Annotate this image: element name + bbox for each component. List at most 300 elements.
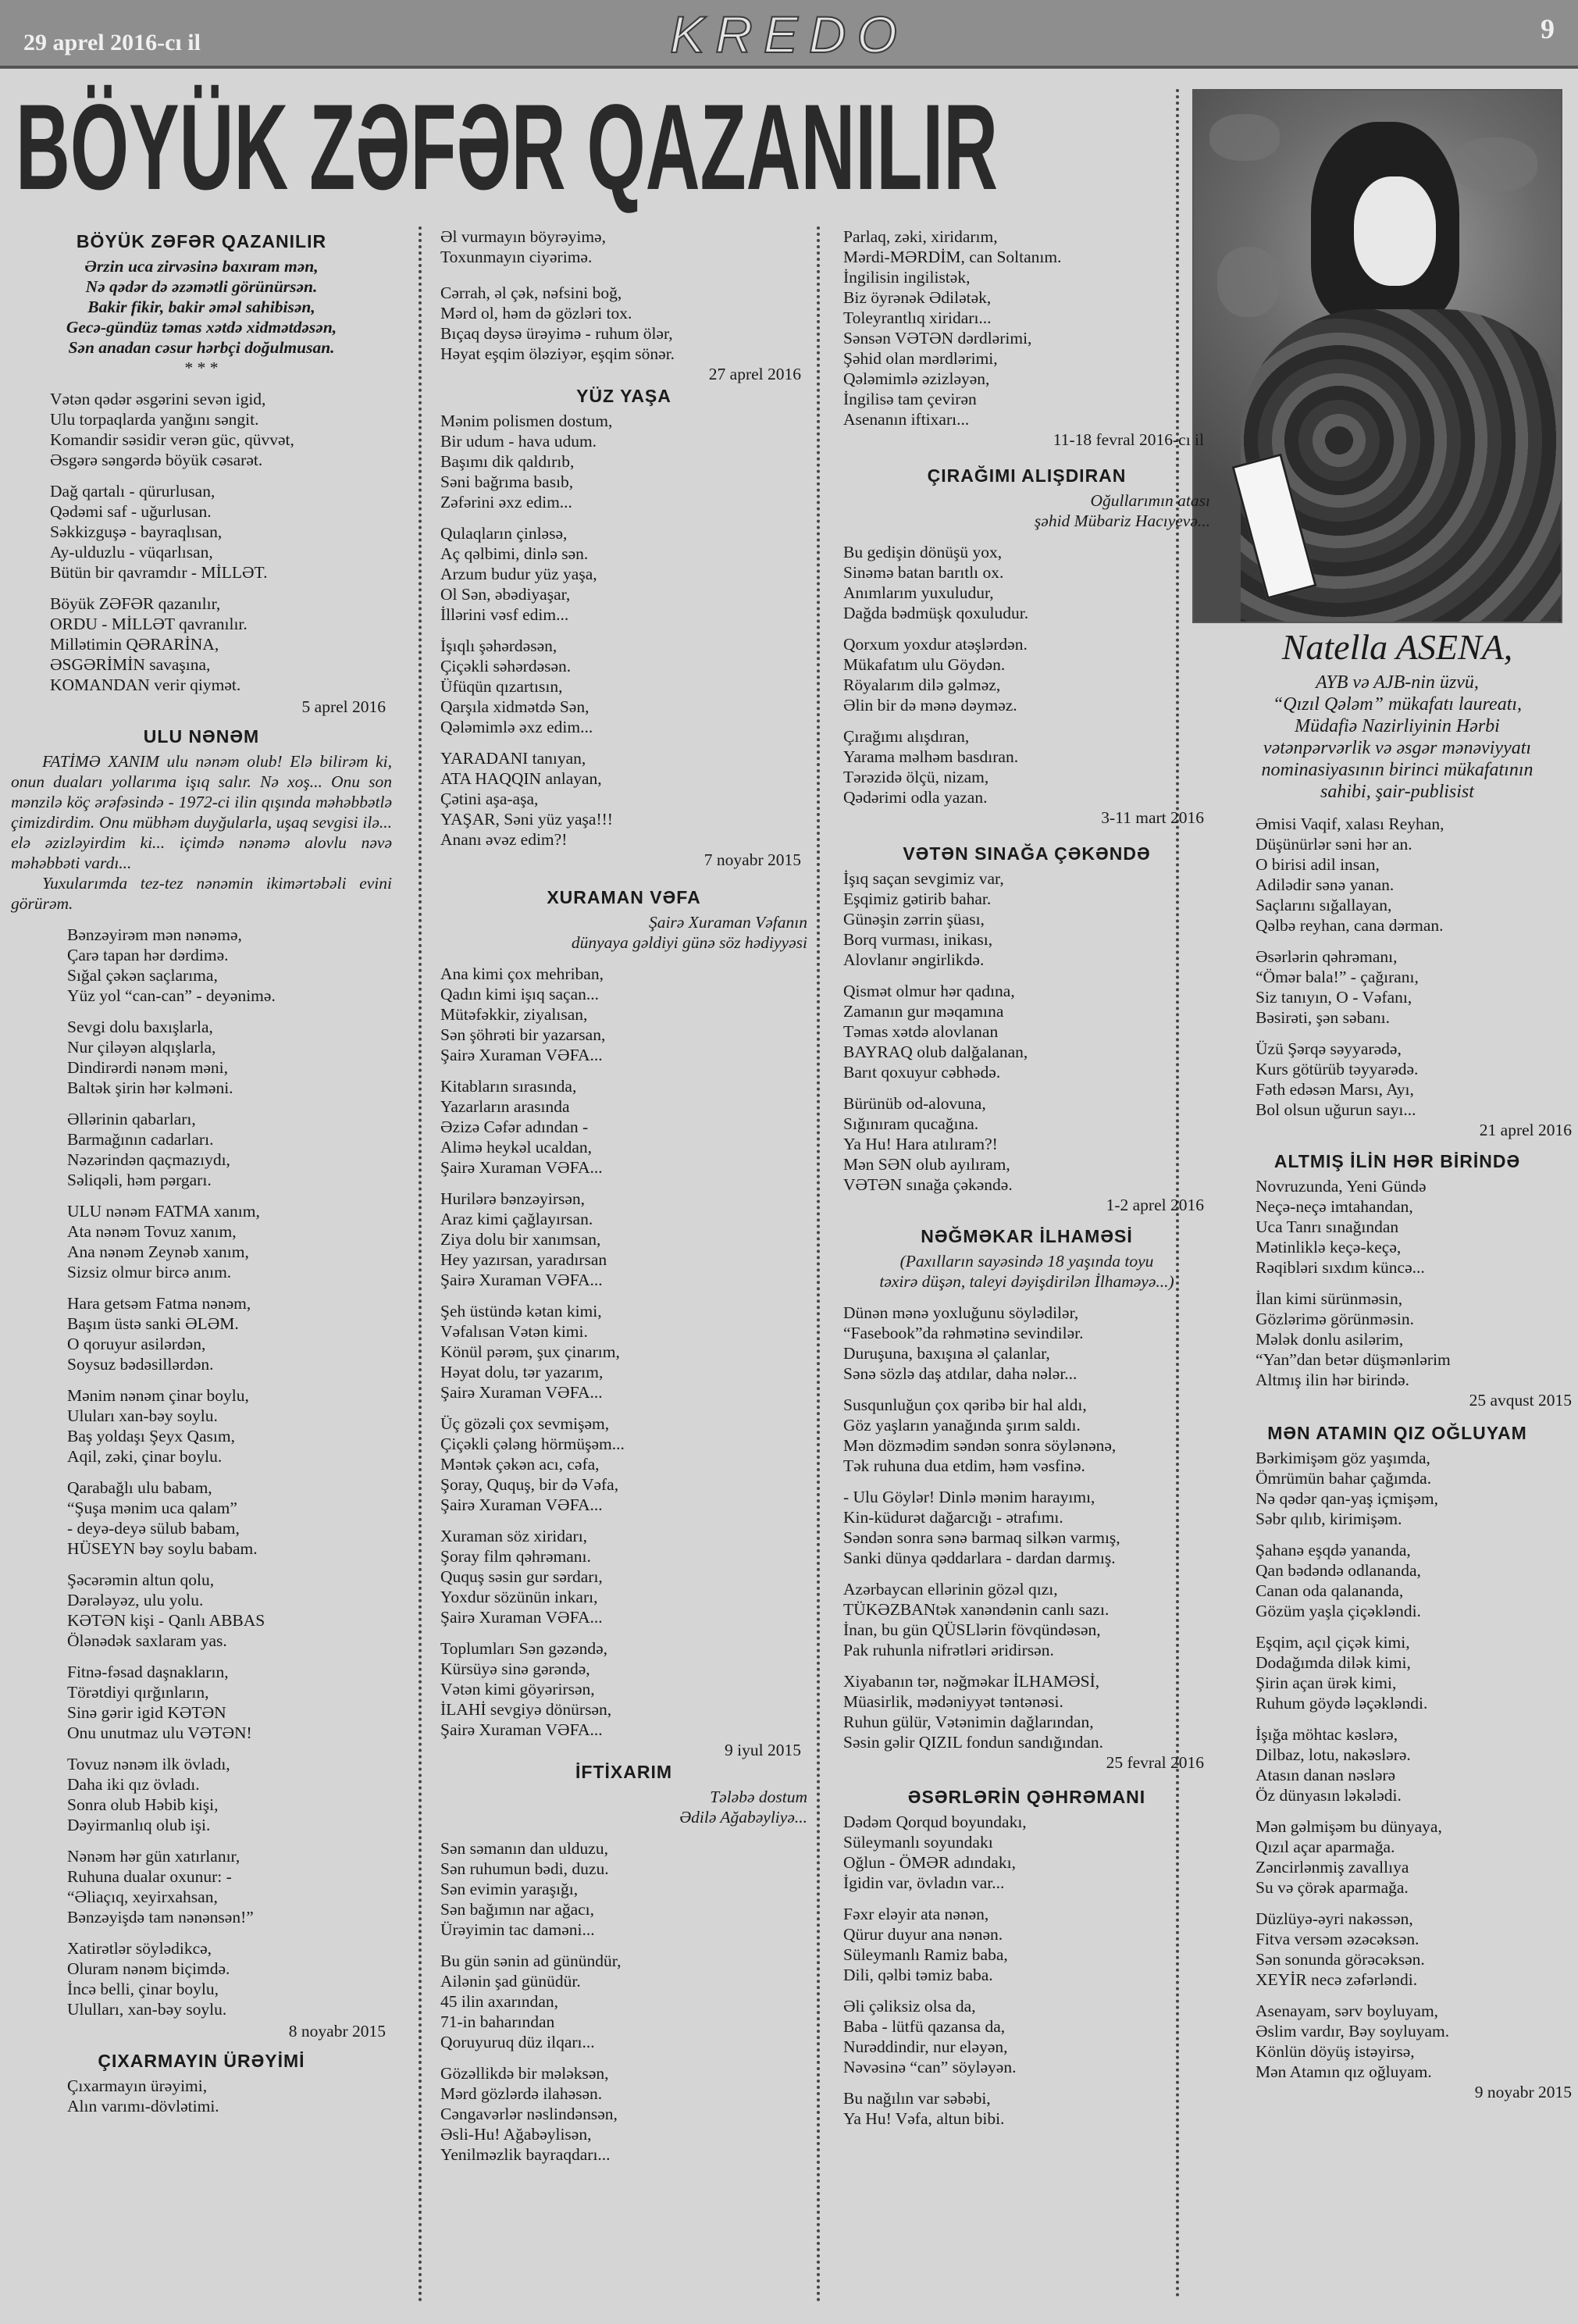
stanza xyxy=(440,1413,807,1515)
verse-line: Fitva versəm əzəcəksən. xyxy=(1256,1930,1419,1948)
stanza xyxy=(843,1303,1210,1384)
verse-line: Bir udum - hava udum. xyxy=(440,432,597,451)
verse-line: Ququş səsin gur sərdarı, xyxy=(440,1567,603,1586)
poem-title: NƏĞMƏKAR İLHAMƏSİ xyxy=(921,1226,1133,1246)
verse-line: İncə belli, çinar boylu, xyxy=(67,1980,219,1998)
verse-line: Vəfalısan Vətən kimi. xyxy=(440,1322,588,1341)
verse-line: Mərd gözlərdə ilahəsən. xyxy=(440,2084,603,2103)
verse-line: Toleyrantlıq xiridarı... xyxy=(843,308,992,327)
verse-line: Ululları, xan-bəy soylu. xyxy=(67,2000,227,2019)
verse-line: Ruhuna dualar oxunur: - xyxy=(67,1867,232,1886)
verse-line: Toplumları Sən gəzəndə, xyxy=(440,1639,608,1658)
verse-line: Əli çəliksiz olsa da, xyxy=(843,1997,976,2016)
verse-line: Ya Hu! Hara atılıram?! xyxy=(843,1135,998,1153)
verse-line: Mənim polismen dostum, xyxy=(440,412,613,430)
poem-date: 25 fevral 2016 xyxy=(1106,1753,1204,1772)
verse-line: Ol Sən, əbədiyaşar, xyxy=(440,585,571,604)
verse-line: ORDU - MİLLƏT qavranılır. xyxy=(50,615,248,633)
verse-line: Şairə Xuraman VƏFA... xyxy=(440,1720,603,1739)
verse-line: Ana nənəm Zeynəb xanım, xyxy=(67,1242,249,1261)
verse-line: Şairə Xuraman VƏFA... xyxy=(440,1495,603,1514)
verse-line: Röyalarım dilə gəlməz, xyxy=(843,675,1001,694)
stanza xyxy=(11,1109,392,1190)
dedication-line: dünyaya gəldiyi günə söz hədiyyəsi xyxy=(571,933,807,952)
foliage-shape xyxy=(1217,247,1280,317)
verse-line: Oğlun - ÖMƏR adındakı, xyxy=(843,1853,1016,1872)
verse-line: Şeh üstündə kətan kimi, xyxy=(440,1302,602,1321)
poem-title: ALTMIŞ İLİN HƏR BİRİNDƏ xyxy=(1273,1151,1521,1171)
stanza xyxy=(843,1487,1210,1568)
verse-line: Kin-küdurət dağarcığı - ətrafımı. xyxy=(843,1508,1063,1527)
stanza xyxy=(440,964,807,1065)
poem-date: 9 iyul 2015 xyxy=(725,1741,801,1759)
verse-line: Dağda bədmüşk qoxuludur. xyxy=(843,604,1029,622)
verse-line: İşıq saçan sevgimiz var, xyxy=(843,869,1004,888)
verse-line: Bərkimişəm göz yaşımda, xyxy=(1256,1449,1430,1467)
verse-line: Mən Atamın qız oğluyam. xyxy=(1256,2062,1432,2081)
stanza xyxy=(11,593,392,695)
verse-line: Ay-ulduzlu - vüqarlısan, xyxy=(50,543,213,561)
poem-title: ÇIXARMAYIN ÜRƏYİMİ xyxy=(98,2051,305,2071)
verse-line: Səbr qılıb, kirimişəm. xyxy=(1256,1510,1402,1528)
verse-line: Üfüqün qızartısın, xyxy=(440,677,563,696)
verse-line: “Fasebook”da rəhmətinə sevindilər. xyxy=(843,1324,1084,1342)
verse-line: Könlün döyüş istəyirsə, xyxy=(1256,2042,1415,2061)
verse-line: Sən şöhrəti bir yazarsan, xyxy=(440,1025,606,1044)
verse-line: Eşqimiz gətirib bahar. xyxy=(843,889,992,908)
dedication-line: Şairə Xuraman Vəfanın xyxy=(648,913,807,932)
verse-line: Gözlərimə görünməsin. xyxy=(1256,1310,1415,1328)
verse-line: Qürur duyur ana nənən. xyxy=(843,1925,1003,1944)
verse-line: Saçlarını sığallayan, xyxy=(1256,896,1392,914)
verse-line: Tərəzidə ölçü, nizam, xyxy=(843,768,989,786)
verse-line: Xuraman söz xiridarı, xyxy=(440,1527,588,1545)
verse-line: Ya Hu! Vəfa, altun bibi. xyxy=(843,2109,1005,2128)
verse-line: Parlaq, zəki, xiridarım, xyxy=(843,227,998,246)
verse-line: Şairə Xuraman VƏFA... xyxy=(440,1608,603,1627)
stanza xyxy=(11,481,392,583)
verse-line: Bu nağılın var səbəbi, xyxy=(843,2089,991,2108)
verse-line: Xatirətlər söylədikcə, xyxy=(67,1939,212,1958)
verse-line: Əsgərə səngərdə böyük cəsarət. xyxy=(50,451,263,469)
stanza xyxy=(843,1904,1210,1985)
verse-line: Neçə-neçə imtahandan, xyxy=(1256,1197,1413,1216)
dedication-line: Tələbə dostum xyxy=(710,1788,807,1806)
bio-line: AYB və AJB-nin üzvü, xyxy=(1316,672,1479,693)
verse-line: YAŞAR, Səni yüz yaşa!!! xyxy=(440,810,613,829)
stanza xyxy=(1216,1039,1578,1120)
poem-title: MƏN ATAMIN QIZ OĞLUYAM xyxy=(1267,1423,1527,1443)
verse-line: KƏTƏN kişi - Qanlı ABBAS xyxy=(67,1611,265,1630)
verse-line: Mən gəlmişəm bu dünyaya, xyxy=(1256,1817,1442,1836)
stanza xyxy=(843,1395,1210,1476)
verse-line: Üç gözəli çox sevmişəm, xyxy=(440,1414,610,1433)
stanza xyxy=(1216,1448,1578,1529)
verse-line: Həyat dolu, tər yazarım, xyxy=(440,1363,604,1381)
verse-line: Hurilərə bənzəyirsən, xyxy=(440,1189,586,1208)
verse-line: Biz öyrənək Ədilətək, xyxy=(843,288,992,307)
verse-line: Ölənədək saxlaram yas. xyxy=(67,1631,227,1650)
verse-line: Əslim vardır, Bəy soyluyam. xyxy=(1256,2022,1450,2041)
verse-line: Su və çörək aparmağa. xyxy=(1256,1878,1409,1897)
verse-line: Sən ruhumun bədi, duzu. xyxy=(440,1859,609,1878)
verse-line: Yenilməzlik bayraqdarı... xyxy=(440,2145,611,2164)
verse-line: Bu gün sənin ad günündür, xyxy=(440,1952,622,1970)
verse-line: Soysuz bədəsillərdən. xyxy=(67,1355,214,1374)
verse-line: Şirin açan ürək kimi, xyxy=(1256,1673,1397,1692)
verse-line: Əzizə Cəfər adından - xyxy=(440,1117,589,1136)
stanza xyxy=(1216,1724,1578,1805)
verse-line: Fəxr eləyir ata nənən, xyxy=(843,1905,989,1923)
verse-line: Kurs götürüb təyyarədə. xyxy=(1256,1060,1419,1078)
verse-line: Qismət olmur hər qadına, xyxy=(843,982,1015,1000)
masthead-logo: KREDO xyxy=(670,5,908,63)
verse-line: Aç qəlbimi, dinlə sən. xyxy=(440,544,589,563)
verse-line: BAYRAQ olub dalğalanan, xyxy=(843,1043,1028,1061)
dedication xyxy=(440,1787,807,1827)
verse-line: Başımı dik qaldırıb, xyxy=(440,452,575,471)
verse-line: Sizsiz olmur bircə anım. xyxy=(67,1263,232,1281)
verse-line: Pak ruhunla nifrətləri əridirsən. xyxy=(843,1641,1054,1659)
stanza xyxy=(11,925,392,1006)
poem-title: VƏTƏN SINAĞA ÇƏKƏNDƏ xyxy=(903,843,1151,864)
verse-line: Ürəyimin tac daməni... xyxy=(440,1920,595,1939)
prose-paragraph: Yuxularımda tez-tez nənəmin ikimərtəbəli evini görürəm. xyxy=(11,874,392,913)
verse-line: Altmış ilin hər birində. xyxy=(1256,1371,1410,1389)
dedication-line: şəhid Mübariz Hacıyevə... xyxy=(1034,511,1210,530)
verse-line: Şairə Xuraman VƏFA... xyxy=(440,1158,603,1177)
author-name: Natella ASENA, xyxy=(1281,627,1513,667)
verse-line: Əlin bir də mənə dəyməz. xyxy=(843,696,1017,715)
verse-line: Mətinliklə keçə-keçə, xyxy=(1256,1238,1402,1256)
verse-line: Yazarların arasında xyxy=(440,1097,570,1116)
verse-line: O birisi adil insan, xyxy=(1256,855,1380,874)
verse-line: “Ömər bala!” - çağıranı, xyxy=(1256,968,1419,986)
bio-line: “Qızıl Qələm” mükafatı laureatı, xyxy=(1272,694,1523,715)
verse-line: 71-in baharından xyxy=(440,2012,555,2031)
verse-line: Cərrah, əl çək, nəfsini boğ, xyxy=(440,283,622,302)
stanza xyxy=(11,1477,392,1559)
stanza xyxy=(1216,1176,1578,1278)
stanza xyxy=(440,1076,807,1178)
verse-line: Ruhum göydə ləçəkləndi. xyxy=(1256,1694,1428,1713)
verse-line: Azərbaycan ellərinin gözəl qızı, xyxy=(843,1580,1058,1599)
epigraph xyxy=(11,256,392,378)
verse-line: YARADANI tanıyan, xyxy=(440,749,586,768)
verse-line: Cəngavərlər nəslindənsən, xyxy=(440,2105,618,2123)
dedication-line: təxirə düşən, taleyi dəyişdirilən İlhaməyə...) xyxy=(879,1272,1174,1291)
verse-line: Əmisi Vaqif, xalası Reyhan, xyxy=(1256,814,1444,833)
verse-line: Qan bədəndə odlananda, xyxy=(1256,1561,1421,1580)
column-divider xyxy=(817,226,820,2304)
stanza xyxy=(843,542,1210,623)
verse-line: Zamanın gur məqamına xyxy=(843,1002,1004,1021)
column-divider xyxy=(419,226,422,2304)
stanza xyxy=(843,868,1210,970)
stanza xyxy=(440,1951,807,2052)
verse-line: Səni bağrıma basıb, xyxy=(440,472,574,491)
verse-line: Ziya dolu bir xanımsan, xyxy=(440,1230,601,1249)
verse-line: Bu gedişin dönüşü yox, xyxy=(843,543,1003,561)
verse-line: Şairə Xuraman VƏFA... xyxy=(440,1383,603,1402)
verse-line: Qədəmi saf - uğurlusan. xyxy=(50,502,212,521)
verse-line: İlan kimi sürünməsin, xyxy=(1256,1289,1403,1308)
verse-line: Dindirərdi nənəm məni, xyxy=(67,1058,228,1077)
verse-line: Sən evimin yaraşığı, xyxy=(440,1880,579,1898)
stanza xyxy=(11,1846,392,1927)
author-bio xyxy=(1216,672,1578,803)
verse-line: Oluram nənəm biçimdə. xyxy=(67,1959,230,1978)
verse-line: Arzum budur yüz yaşa, xyxy=(440,565,597,583)
verse-line: Böyük ZƏFƏR qazanılır, xyxy=(50,594,221,613)
poem-date: 21 aprel 2016 xyxy=(1479,1121,1572,1139)
verse-line: Dilbaz, lotu, nakəslərə. xyxy=(1256,1745,1411,1764)
stanza xyxy=(11,1754,392,1835)
verse-line: Alovlanır əngirlikdə. xyxy=(843,950,985,969)
verse-line: Göz yaşların yanağında şırım saldı. xyxy=(843,1416,1081,1435)
verse-line: Uluları xan-bəy soylu. xyxy=(67,1406,218,1425)
stanza xyxy=(11,1938,392,2019)
poem-title: YÜZ YAŞA xyxy=(576,386,671,406)
verse-line: KOMANDAN verir qiymət. xyxy=(50,675,241,694)
bio-line: vətənpərvərlik və əsgər mənəviyyatı xyxy=(1263,738,1532,758)
verse-line: Ulu torpaqlarda yanğını səngit. xyxy=(50,410,259,429)
verse-line: Şahanə eşqdə yananda, xyxy=(1256,1541,1411,1559)
epigraph-line: Nə qədər də əzəmətli görünürsən. xyxy=(85,277,318,296)
verse-line: Şairə Xuraman VƏFA... xyxy=(440,1046,603,1064)
verse-line: Adilədir sənə yanan. xyxy=(1256,875,1395,894)
verse-line: Baba - lütfü qazansa da, xyxy=(843,2017,1006,2036)
verse-line: Ailənin şad günüdür. xyxy=(440,1972,581,1991)
poem-date: 25 avqust 2015 xyxy=(1469,1391,1572,1410)
verse-line: Şəhid olan mərdlərimi, xyxy=(843,349,998,368)
verse-line: Onu unutmaz ulu VƏTƏN! xyxy=(67,1723,252,1742)
bio-line: sahibi, şair-publisist xyxy=(1320,782,1474,802)
verse-line: Sinəmə batan barıtlı ox. xyxy=(843,563,1004,582)
epigraph-line: Ərzin uca zirvəsinə baxıram mən, xyxy=(84,257,319,276)
verse-line: Həyat eşqim öləziyər, eşqim sönər. xyxy=(440,344,675,363)
verse-line: Baş yoldaşı Şeyx Qasım, xyxy=(67,1427,235,1445)
portrait-face xyxy=(1354,176,1436,286)
verse-line: Öz dünyasın ləkələdi. xyxy=(1256,1786,1402,1805)
verse-line: Səsin gəlir QIZIL fondun sandığından. xyxy=(843,1733,1103,1752)
verse-line: Asenayam, sərv boyluyam, xyxy=(1256,2001,1439,2020)
verse-line: Xiyabanın tər, nəğməkar İLHAMƏSİ, xyxy=(843,1672,1100,1691)
dedication-line: Ədilə Ağabəyliyə... xyxy=(679,1808,807,1827)
stanza xyxy=(440,411,807,512)
verse-line: Alın varımı-dövlətimi. xyxy=(67,2097,219,2115)
stanza xyxy=(440,2063,807,2165)
epigraph-line: Bakir fikir, bakir əməl sahibisən, xyxy=(87,298,315,316)
poem-date: 9 noyabr 2015 xyxy=(1474,2083,1572,2101)
verse-line: Tovuz nənəm ilk övladı, xyxy=(67,1755,230,1773)
verse-line: Başım üstə sanki ƏLƏM. xyxy=(67,1314,239,1333)
poem-date: 27 aprel 2016 xyxy=(708,365,801,383)
verse-line: İşığa möhtac kəslərə, xyxy=(1256,1725,1398,1744)
verse-line: Səliqəli, həm pərgarı. xyxy=(67,1171,212,1189)
verse-line: Dədəm Qorqud boyundakı, xyxy=(843,1813,1027,1831)
verse-line: Nəvəsinə “can” söyləyən. xyxy=(843,2058,1017,2076)
verse-line: Hey yazırsan, yaradırsan xyxy=(440,1250,607,1269)
verse-line: Çiçəkli çələng hörmüşəm... xyxy=(440,1435,625,1453)
column-3 xyxy=(843,226,1210,2140)
verse-line: Zəncirlənmiş zavallıya xyxy=(1256,1858,1409,1877)
verse-line: Dünən mənə yoxluğunu söylədilər, xyxy=(843,1303,1079,1322)
verse-line: Bütün bir qavramdır - MİLLƏT. xyxy=(50,563,268,582)
verse-line: Dərələyəz, ulu yolu. xyxy=(67,1591,204,1609)
verse-line: Mən dözmədim səndən sonra söylənənə, xyxy=(843,1436,1117,1455)
headline: BÖYÜK ZƏFƏR QAZANILIR xyxy=(16,80,999,216)
stanza xyxy=(440,1189,807,1290)
stanza xyxy=(1216,1909,1578,1990)
verse-line: Borq vurması, inikası, xyxy=(843,930,993,949)
verse-line: Bəsirəti, şən səbanı. xyxy=(1256,1008,1390,1027)
verse-line: İgidin var, övladın var... xyxy=(843,1873,1005,1892)
poem-date: 1-2 aprel 2016 xyxy=(1106,1196,1204,1214)
verse-line: ATA HAQQIN anlayan, xyxy=(440,769,602,788)
verse-line: Şoray film qəhrəmanı. xyxy=(440,1547,591,1566)
verse-line: Çiçəkli səhərdəsən. xyxy=(440,657,572,675)
verse-line: Mükafatım ulu Göydən. xyxy=(843,655,1006,674)
verse-line: XEYİR necə zəfərləndi. xyxy=(1256,1970,1418,1989)
stanza xyxy=(843,2088,1210,2129)
verse-line: Çıxarmayın ürəyimi, xyxy=(67,2076,208,2095)
verse-line: “Yan”dan betər düşmənlərim xyxy=(1256,1350,1451,1369)
verse-line: Gözüm yaşla çiçəkləndi. xyxy=(1256,1602,1421,1620)
verse-line: Bənzəyirəm mən nənəmə, xyxy=(67,925,242,944)
poem-date: 3-11 mart 2016 xyxy=(1101,808,1204,827)
dedication-line: (Paxılların sayəsində 18 yaşında toyu xyxy=(899,1252,1154,1271)
verse-line: Araz kimi çağlayırsan. xyxy=(440,1210,593,1228)
verse-line: Asenanın iftixarı... xyxy=(843,410,970,429)
verse-line: TÜKƏZBANtək xanəndənin canlı sazı. xyxy=(843,1600,1110,1619)
verse-line: Eşqim, açıl çiçək kimi, xyxy=(1256,1633,1410,1652)
verse-line: Şairə Xuraman VƏFA... xyxy=(440,1271,603,1289)
verse-line: - Ulu Göylər! Dinlə mənim harayımı, xyxy=(843,1488,1095,1506)
verse-line: Əl vurmayın böyrəyimə, xyxy=(440,227,606,246)
stanza xyxy=(440,636,807,737)
stanza xyxy=(440,1301,807,1403)
poem-title: İFTİXARIM xyxy=(575,1762,672,1782)
poem-date: 11-18 fevral 2016-cı il xyxy=(1053,430,1204,449)
verse-line: Məntək çəkən acı, cəfa, xyxy=(440,1455,600,1474)
verse-line: Sən sonunda görəcəksən. xyxy=(1256,1950,1425,1969)
verse-line: Düzlüyə-əyri nakəssən, xyxy=(1256,1909,1413,1928)
verse-line: Bürünüb od-alovuna, xyxy=(843,1094,986,1113)
dedication xyxy=(440,912,807,953)
verse-line: Qızıl açar aparmağa. xyxy=(1256,1837,1395,1856)
column-1 xyxy=(11,226,392,2127)
verse-line: Yarama məlhəm basdıran. xyxy=(843,747,1019,766)
foliage-shape xyxy=(1209,114,1280,161)
issue-date: 29 aprel 2016-cı il xyxy=(23,30,201,55)
verse-line: Atasın danan nəslərə xyxy=(1256,1766,1396,1784)
verse-line: Baltək şirin hər kəlməni. xyxy=(67,1078,233,1097)
verse-line: Mərd ol, həm də gözləri tox. xyxy=(440,304,632,323)
verse-line: Mən SƏN olub ayılıram, xyxy=(843,1155,1010,1174)
verse-line: Səndən sonra sənə barmaq silkən varmış, xyxy=(843,1528,1120,1547)
verse-line: Qəlbə reyhan, cana dərman. xyxy=(1256,916,1444,935)
verse-line: O qoruyur asilərdən, xyxy=(67,1335,206,1353)
verse-line: Dəyirmanlıq olub işi. xyxy=(67,1816,211,1834)
stanza xyxy=(11,1662,392,1743)
verse-line: Səkkizguşə - bayraqlısan, xyxy=(50,522,223,541)
verse-line: ƏSGƏRİMİN savaşına, xyxy=(50,655,211,674)
dedication xyxy=(843,1251,1210,1292)
verse-line: Qulaqların çinləsə, xyxy=(440,524,568,543)
verse-line: Çarə tapan hər dərdimə. xyxy=(67,946,229,964)
stanza xyxy=(1216,1540,1578,1621)
verse-line: Qarşıla xidmətdə Sən, xyxy=(440,697,590,716)
verse-line: Toxunmayın ciyərimə. xyxy=(440,248,593,266)
verse-line: Vətən kimi göyərirsən, xyxy=(440,1680,595,1698)
column-4 xyxy=(1216,625,1578,2102)
verse-line: Komandir səsidir verən güc, qüvvət, xyxy=(50,430,294,449)
verse-line: Hara getsəm Fatma nənəm, xyxy=(67,1294,251,1313)
verse-line: Fitnə-fəsad daşnakların, xyxy=(67,1663,229,1681)
verse-line: Könül pərəm, şux çinarım, xyxy=(440,1342,620,1361)
verse-line: Əsli-Hu! Ağabəylisən, xyxy=(440,2125,592,2144)
verse-line: Tək ruhuna dua etdim, həm vəsfinə. xyxy=(843,1456,1085,1475)
verse-line: Təmas xətdə alovlanan xyxy=(843,1022,999,1041)
verse-line: Sən bağımın nar ağacı, xyxy=(440,1900,595,1919)
poem-date: 5 aprel 2016 xyxy=(301,697,386,716)
verse-line: HÜSEYN bəy soylu babam. xyxy=(67,1539,258,1558)
verse-line: Şoray, Ququş, bir də Vəfa, xyxy=(440,1475,619,1494)
stanza xyxy=(1216,814,1578,936)
author-photo xyxy=(1192,89,1562,623)
verse-line: Susqunluğun çox qəribə bir hal aldı, xyxy=(843,1395,1087,1414)
verse-line: Dodağımda dilək kimi, xyxy=(1256,1653,1411,1672)
epigraph-line: Sən anadan cəsur hərbçi doğulmusan. xyxy=(68,338,335,357)
verse-line: Süleymanlı soyundakı xyxy=(843,1833,993,1852)
verse-line: Sevgi dolu baxışlarla, xyxy=(67,1018,213,1036)
verse-line: Sanki dünya qəddarlara - dardan darmış. xyxy=(843,1549,1116,1567)
verse-line: Duruşuna, baxışına əl çalanlar, xyxy=(843,1344,1050,1363)
poem-date: 8 noyabr 2015 xyxy=(288,2022,386,2041)
stanza xyxy=(843,1093,1210,1195)
verse-line: Bıçaq dəysə ürəyimə - ruhum ölər, xyxy=(440,324,673,343)
verse-line: İngilisin ingilistək, xyxy=(843,268,971,287)
verse-line: Ananı əvəz edim?! xyxy=(440,830,568,849)
verse-line: Qorxum yoxdur atəşlərdən. xyxy=(843,635,1028,654)
verse-line: Mələk donlu asilərim, xyxy=(1256,1330,1404,1349)
verse-line: Bol olsun uğurun sayı... xyxy=(1256,1100,1416,1119)
verse-line: Millətimin QƏRARİNA, xyxy=(50,635,219,654)
stanza xyxy=(1216,1632,1578,1713)
stanza xyxy=(1216,1816,1578,1898)
verse-line: Daha iki qız övladı. xyxy=(67,1775,200,1794)
stanza xyxy=(440,283,807,364)
verse-line: Nənəm hər gün xatırlanır, xyxy=(67,1847,240,1866)
verse-line: “Şuşa mənim uca qalam” xyxy=(67,1499,237,1517)
stanza xyxy=(843,1579,1210,1660)
verse-line: İLAHİ sevgiyə dönürsən, xyxy=(440,1700,612,1719)
verse-line: Yüz yol “can-can” - deyənimə. xyxy=(67,986,276,1005)
verse-line: Qarabağlı ulu babam, xyxy=(67,1478,212,1497)
verse-line: Dili, qəlbi təmiz baba. xyxy=(843,1966,993,1984)
verse-line: Üzü Şərqə səyyarədə, xyxy=(1256,1039,1402,1058)
verse-line: Bənzəyişdə tam nənənsən!” xyxy=(67,1908,254,1927)
verse-line: Kitabların sırasında, xyxy=(440,1077,577,1096)
stanza xyxy=(440,1838,807,1940)
verse-line: Kürsüyə sinə gərəndə, xyxy=(440,1659,590,1678)
stanza xyxy=(440,523,807,625)
verse-line: Qadın kimi işıq saçan... xyxy=(440,985,600,1003)
stanza xyxy=(843,1812,1210,1893)
stanza xyxy=(11,1570,392,1651)
verse-line: Barmağının cadarları. xyxy=(67,1130,214,1149)
